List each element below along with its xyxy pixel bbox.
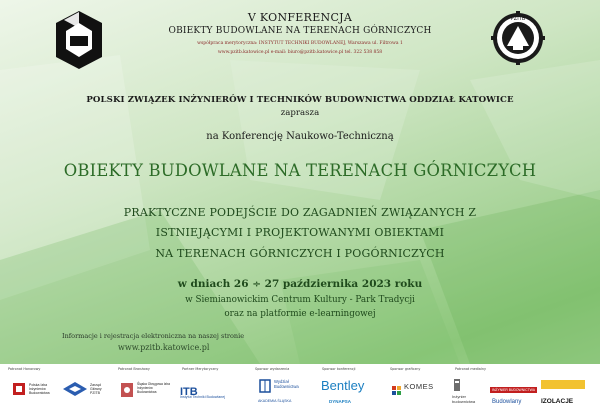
main-title: OBIEKTY BUDOWLANE NA TERENACH GÓRNICZYCH — [63, 161, 537, 180]
akademia-label: AKADEMIA ŚLĄSKA — [258, 399, 292, 403]
organizer: POLSKI ZWIĄZEK INŻYNIERÓW I TECHNIKÓW BUDOWNICTWA ODDZIAŁ KATOWICE — [86, 95, 514, 105]
zg-pzitb-logo — [62, 381, 102, 402]
komes-label: KOMES — [404, 382, 434, 391]
contact-line: www.pzitb.katowice.pl e-mail: biuro@pzitb.katowice.pl tel. 322 538 858 — [217, 50, 383, 55]
venue: w Siemianowickim Centrum Kultury - Park Tradycji — [185, 295, 415, 305]
badge-label: PZITB — [510, 16, 526, 22]
subtitle-line-1: PRAKTYCZNE PODEJŚCIE DO ZAGADNIEŃ ZWIĄZANYCH Z — [123, 206, 477, 219]
slaska-label: Śląska Okręgowa Izba Inżynierów Budownictwa — [137, 382, 170, 394]
category-label: Patronat medialny — [455, 367, 486, 371]
category-label: Patronat Honorowy — [8, 367, 41, 371]
komes-emblem-icon — [392, 386, 402, 395]
category-label: Patronat Branżowy — [118, 367, 150, 371]
wydzial-logo — [258, 378, 299, 399]
inzynier-emblem-icon — [452, 378, 462, 392]
piib-emblem-icon — [12, 382, 26, 396]
website-link[interactable]: www.pzitb.katowice.pl — [118, 343, 210, 352]
budowlany-logo: Budowlany — [492, 399, 522, 405]
budownictwo-media-label: INŻYNIER BUDOWNICTWA — [492, 388, 536, 392]
slaska-oiib-logo — [120, 382, 170, 403]
invites-text: zaprasza — [280, 108, 320, 118]
event-date: w dniach 26 ÷ 27 października 2023 roku — [177, 278, 423, 290]
zg-label: Zarząd Główny PZITB — [90, 383, 102, 395]
dynapsa-logo: DYNAPSA — [329, 399, 352, 404]
conference-type: na Konferencję Naukowo-Techniczną — [206, 131, 394, 142]
registration-note: Informacje i rejestracja elektroniczna na naszej stronie — [62, 332, 245, 340]
subtitle-line-3: NA TERENACH GÓRNICZYCH I POGÓRNICZYCH — [155, 247, 445, 260]
izolacje-logo: IZOLACJE — [541, 398, 574, 405]
budownictwo-media-logo — [490, 378, 537, 396]
zg-emblem-icon — [62, 381, 88, 397]
piib-logo — [12, 382, 50, 401]
category-label: Partner Merytoryczny — [182, 367, 219, 371]
inzynier-logo — [452, 378, 476, 404]
conference-edition: V KONFERENCJA — [247, 11, 353, 24]
bentley-logo: Bentley — [321, 378, 365, 393]
inzynier-label: Inżynier budownictwa — [452, 394, 476, 404]
piib-label: Polska Izba Inżynierów Budownictwa — [29, 383, 50, 395]
itb-logo — [180, 382, 226, 400]
subtitle-line-2: ISTNIEJĄCYMI I PROJEKTOWANYMI OBIEKTAMI — [155, 226, 445, 239]
partner-line: współpraca merytoryczna: INSTYTUT TECHNIKI BUDOWLANEJ, Warszawa ul. Filtrowa 1 — [197, 41, 403, 46]
online-platform: oraz na platformie e-learningowej — [224, 309, 376, 319]
komes-logo — [392, 382, 434, 400]
category-label: Sponsor graficzny — [390, 367, 421, 371]
conference-header-name: OBIEKTY BUDOWLANE NA TERENACH GÓRNICZYCH — [168, 26, 432, 36]
category-label: Sponsor wydarzenia — [255, 367, 290, 371]
wydzial-label: Wydział Budownictwa — [274, 379, 299, 389]
itb-full: Instytut Techniki Budowlanej — [180, 395, 226, 399]
sponsor-strip — [0, 364, 600, 416]
category-label: Sponsor konferencji — [322, 367, 356, 371]
university-emblem-icon — [258, 378, 272, 394]
itb-short: ITB — [180, 386, 198, 398]
slaska-emblem-icon — [120, 382, 134, 398]
izolacje-top-bar — [541, 380, 585, 389]
